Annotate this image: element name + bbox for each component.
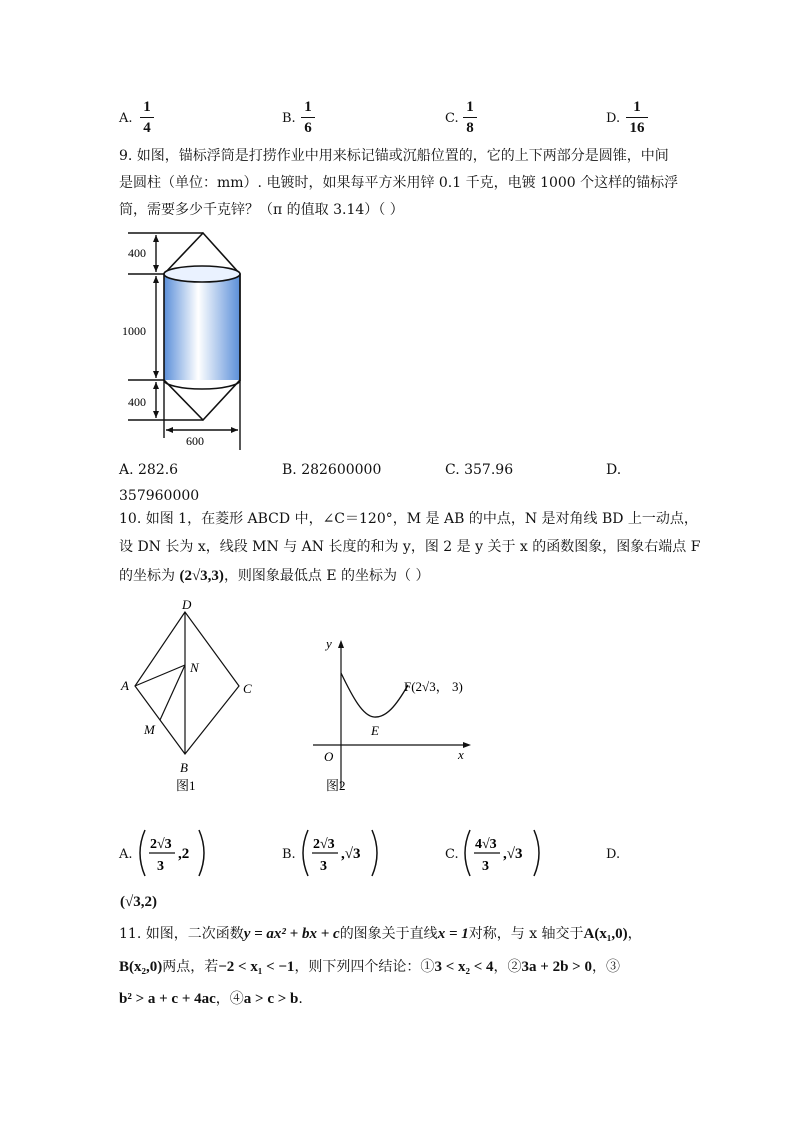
label-o: O — [324, 749, 334, 764]
denominator: 6 — [304, 120, 312, 137]
q8-option-d-label[interactable]: D. — [606, 111, 621, 126]
dim-bottom: 400 — [128, 395, 146, 409]
q8-option-a-label[interactable]: A. — [119, 111, 133, 126]
label-m: M — [144, 722, 155, 737]
q10-text-line1: 10. 如图 1，在菱形 ABCD 中，∠C＝120°，M 是 AB 的中点，N 是对角线 BD 上一动点， — [119, 511, 698, 527]
q9-option-c[interactable]: C. 357.96 — [445, 462, 514, 478]
buoy-figure — [118, 226, 254, 454]
q11-line1-mid2: 对称，与 x 轴交于 — [468, 926, 584, 942]
q11-line1-pre: 11. 如图，二次函数 — [119, 926, 244, 942]
numerator: 1 — [633, 99, 641, 115]
label-f: F(2√3， 3) — [404, 679, 463, 694]
denominator: 16 — [629, 120, 645, 137]
q10-option-a-label[interactable]: A. — [119, 847, 133, 862]
label-y: y — [326, 636, 332, 651]
label-b: B — [180, 760, 188, 775]
q11-line3-mid: ，④ — [215, 991, 244, 1007]
numerator: 2√3 — [150, 837, 172, 852]
q10-line3-post: ，则图象最低点 E 的坐标为（ ） — [223, 568, 430, 584]
figure-2-graph — [308, 628, 478, 796]
q10-point-f-coord: (2√3,3) — [179, 568, 224, 584]
tail: ,2 — [178, 846, 190, 862]
figure-1-rhombus — [112, 594, 262, 794]
q10-option-d-value: (√3,2) — [120, 894, 157, 910]
tail: ,√3 — [341, 846, 361, 862]
numerator: 2√3 — [313, 837, 335, 852]
dim-width: 600 — [186, 434, 204, 448]
q11-text-line3 — [119, 990, 303, 1008]
q11-line1-mid: 的图象关于直线 — [339, 926, 438, 942]
q9-option-d[interactable]: D. — [606, 462, 622, 478]
dim-top: 400 — [128, 246, 146, 260]
denominator: 3 — [157, 859, 164, 874]
q10-option-a-expr — [137, 827, 217, 879]
q9-text-line2: 是圆柱（单位：mm）. 电镀时，如果每平方米用锌 0.1 千克，电镀 1000 个这样的锚标浮 — [119, 175, 679, 191]
cylinder-body — [164, 274, 240, 389]
top-ellipse — [164, 266, 240, 282]
q11-line2-mid2: ，则下列四个结论：① — [294, 959, 435, 975]
q11-conclusion-4: a > c > b — [243, 991, 299, 1007]
q9-text-line1: 9. 如图，锚标浮筒是打捞作业中用来标记锚或沉船位置的，它的上下两部分是圆锥，中间 — [119, 148, 669, 164]
denominator: 3 — [482, 859, 489, 874]
q10-option-c-label[interactable]: C. — [445, 847, 459, 862]
numerator: 4√3 — [475, 837, 497, 852]
q10-option-b-label[interactable]: B. — [282, 847, 296, 862]
q9-option-d-value: 357960000 — [119, 488, 200, 504]
q9-option-a[interactable]: A. 282.6 — [119, 462, 179, 478]
q11-line2-mid3: ，② — [493, 959, 522, 975]
q11-line1-end: ， — [627, 926, 642, 942]
q11-text-line1 — [119, 925, 642, 943]
function-curve — [341, 673, 408, 717]
q8-option-b-label[interactable]: B. — [282, 111, 296, 126]
q9-text-line3: 筒，需要多少千克锌？（π 的值取 3.14）（ ） — [119, 202, 404, 218]
q10-option-b-expr — [300, 827, 386, 879]
q11-conclusion-1: 3 < x₂ < 4 — [434, 959, 494, 975]
q11-line3-end: . — [298, 991, 303, 1007]
q10-option-d-label[interactable]: D. — [606, 847, 621, 862]
label-n: N — [190, 660, 199, 675]
numerator: 1 — [466, 99, 474, 115]
label-d: D — [182, 597, 192, 612]
label-x: x — [458, 747, 464, 762]
q10-text-line3 — [119, 567, 430, 585]
numerator: 1 — [143, 99, 151, 115]
dim-middle: 1000 — [122, 324, 146, 338]
q8-option-b-fraction — [301, 99, 315, 136]
q11-quadratic-expr: y = ax² + bx + c — [243, 926, 340, 942]
q11-line2-mid: 两点，若 — [162, 959, 219, 975]
q11-axis-expr: x = 1 — [437, 926, 469, 942]
denominator: 8 — [466, 120, 474, 137]
q11-point-a: A(x₁,0) — [583, 926, 628, 942]
q10-text-line2: 设 DN 长为 x，线段 MN 与 AN 长度的和为 y，图 2 是 y 关于 x 的函数图象，图象右端点 F — [119, 539, 701, 555]
q8-option-a-fraction — [140, 99, 154, 136]
q8-option-c-label[interactable]: C. — [445, 111, 459, 126]
figure-2-caption: 图2 — [326, 778, 346, 793]
label-c: C — [243, 681, 252, 696]
q11-conclusion-3: b² > a + c + 4ac — [119, 991, 216, 1007]
denominator: 3 — [320, 859, 327, 874]
tail: ,√3 — [503, 846, 523, 862]
numerator: 1 — [304, 99, 312, 115]
q8-option-d-fraction — [626, 99, 648, 136]
q11-condition: −2 < x₁ < −1 — [218, 959, 295, 975]
label-e: E — [371, 723, 379, 738]
figure-1-caption: 图1 — [176, 778, 196, 793]
q9-option-b[interactable]: B. 282600000 — [282, 462, 382, 478]
denominator: 4 — [143, 120, 151, 137]
q10-option-c-expr — [462, 827, 548, 879]
q11-point-b: B(x₂,0) — [119, 959, 163, 975]
label-a: A — [121, 678, 129, 693]
q10-line3-pre: 的坐标为 — [119, 568, 175, 584]
q8-option-c-fraction — [463, 99, 477, 136]
q11-line2-mid4: ，③ — [591, 959, 620, 975]
q11-conclusion-2: 3a + 2b > 0 — [521, 959, 592, 975]
q11-text-line2 — [119, 958, 620, 976]
